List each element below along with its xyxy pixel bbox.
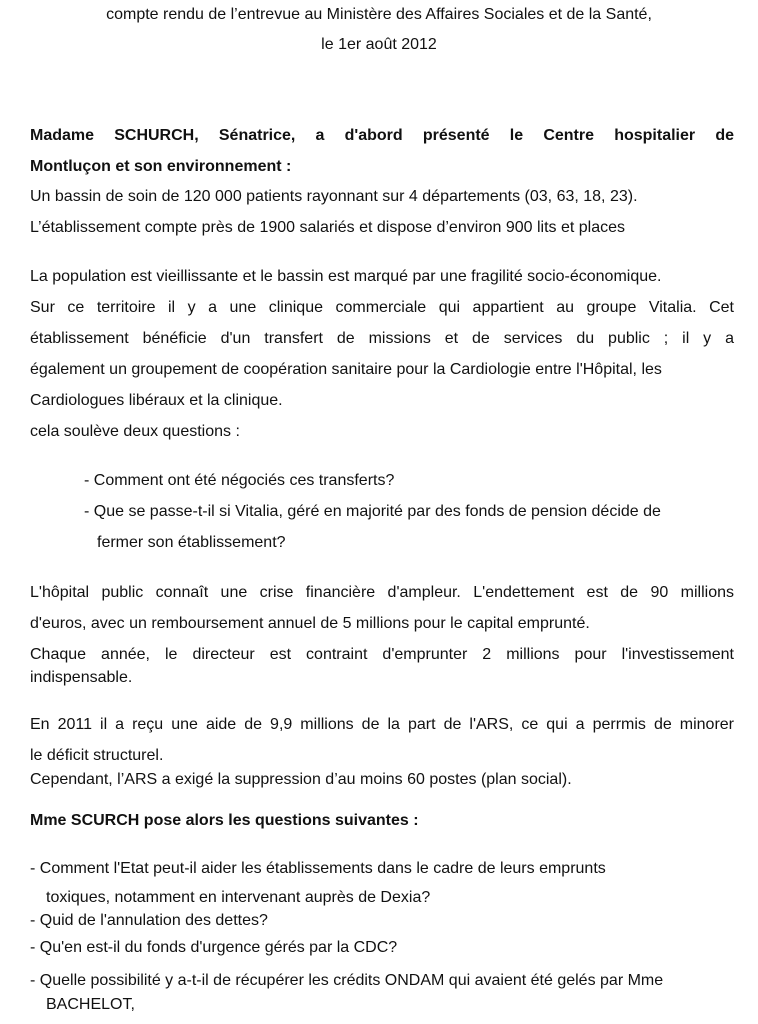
question-item-cont: toxiques, notamment en intervenant auprès de Dexia? [46, 889, 431, 906]
question-item: - Quelle possibilité y a-t-il de récupérer les crédits ONDAM qui avaient été gelés par Mme [30, 972, 664, 989]
population-line: Sur ce territoire il y a une clinique commerciale qui appartient au groupe Vitalia. Cet [30, 299, 734, 316]
intro-heading-cont: Montluçon et son environnement : [30, 158, 292, 175]
population-line: Cardiologues libéraux et la clinique. [30, 392, 283, 409]
population-line: également un groupement de coopération sanitaire pour la Cardiologie entre l'Hôpital, les [30, 361, 662, 378]
aid-line: Cependant, l’ARS a exigé la suppression d’au moins 60 postes (plan social). [30, 771, 572, 788]
question-item: - Comment l'Etat peut-il aider les établissements dans le cadre de leurs emprunts [30, 860, 606, 877]
header-title: compte rendu de l’entrevue au Ministère des Affaires Sociales et de la Santé, [106, 6, 652, 23]
intro-line: Un bassin de soin de 120 000 patients rayonnant sur 4 départements (03, 63, 18, 23). [30, 188, 638, 205]
question-item: - Comment ont été négociés ces transferts? [84, 472, 395, 489]
header-date: le 1er août 2012 [321, 36, 437, 53]
finance-line: indispensable. [30, 669, 133, 686]
question-item: - Que se passe-t-il si Vitalia, géré en majorité par des fonds de pension décide de [84, 503, 661, 520]
questions-heading: Mme SCURCH pose alors les questions suivantes : [30, 812, 419, 829]
question-item: - Quid de l'annulation des dettes? [30, 912, 268, 929]
question-item-cont: BACHELOT, [46, 996, 135, 1013]
aid-line: En 2011 il a reçu une aide de 9,9 millions de la part de l'ARS, ce qui a perrmis de minorer [30, 716, 734, 733]
intro-line: L’établissement compte près de 1900 salariés et dispose d’environ 900 lits et places [30, 219, 626, 236]
question-item: - Qu'en est-il du fonds d'urgence gérés par la CDC? [30, 939, 398, 956]
question-item-cont: fermer son établissement? [97, 534, 286, 551]
intro-heading: Madame SCHURCH, Sénatrice, a d'abord présenté le Centre hospitalier de [30, 127, 734, 144]
population-line: établissement bénéficie d'un transfert de missions et de services du public ; il y a [30, 330, 734, 347]
finance-line: L'hôpital public connaît une crise financière d'ampleur. L'endettement est de 90 millions [30, 584, 734, 601]
finance-line: Chaque année, le directeur est contraint d'emprunter 2 millions pour l'investissement [30, 646, 734, 663]
population-line: cela soulève deux questions : [30, 423, 240, 440]
aid-line: le déficit structurel. [30, 747, 164, 764]
finance-line: d'euros, avec un remboursement annuel de 5 millions pour le capital emprunté. [30, 615, 590, 632]
population-line: La population est vieillissante et le bassin est marqué par une fragilité socio-économique. [30, 268, 662, 285]
